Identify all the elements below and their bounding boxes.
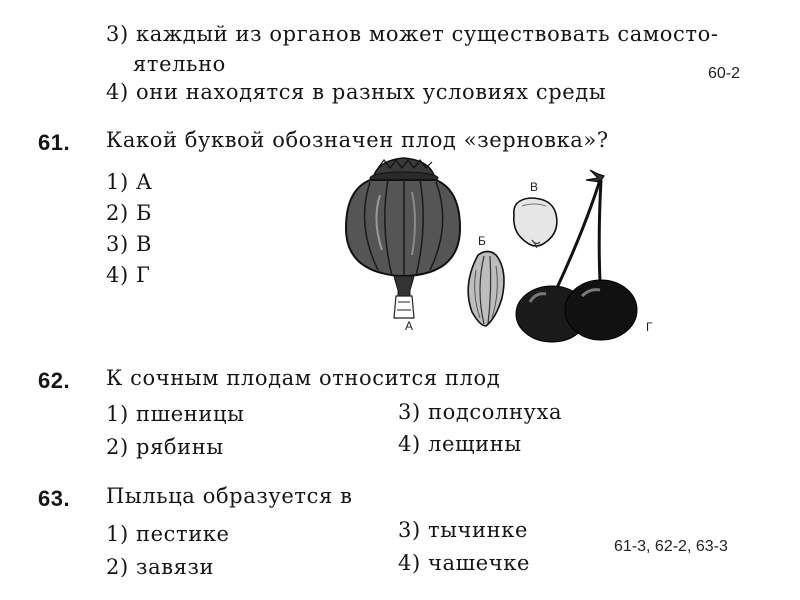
q61-option-3: 3) В bbox=[106, 232, 153, 256]
question-61-text: Какой буквой обозначен плод «зерновка»? bbox=[106, 128, 609, 152]
q62-option-3: 3) подсолнуха bbox=[398, 400, 563, 424]
wheat-grain-drawing bbox=[514, 198, 557, 248]
q61-option-2: 2) Б bbox=[106, 201, 153, 225]
question-63-text: Пыльца образуется в bbox=[106, 484, 353, 508]
figure-label-v: В bbox=[530, 180, 539, 194]
q61-option-1: 1) А bbox=[106, 170, 153, 194]
prev-option-3-line1: 3) каждый из органов может существовать самосто- bbox=[106, 22, 719, 46]
sunflower-achene-drawing bbox=[468, 252, 504, 327]
q61-option-4: 4) Г bbox=[106, 263, 151, 287]
question-61-number: 61. bbox=[38, 130, 71, 155]
question-62-text: К сочным плодам относится плод bbox=[106, 366, 501, 390]
q62-option-2: 2) рябины bbox=[106, 435, 224, 459]
q62-option-1: 1) пшеницы bbox=[106, 402, 245, 426]
figure-label-a: А bbox=[405, 319, 414, 333]
question-62-number: 62. bbox=[38, 368, 71, 393]
q63-option-2: 2) завязи bbox=[106, 555, 215, 579]
q63-option-4: 4) чашечке bbox=[398, 551, 531, 575]
prev-option-3-line2: ятельно bbox=[133, 52, 226, 76]
answer-note-60: 60-2 bbox=[708, 65, 741, 82]
figure-label-b: Б bbox=[478, 234, 486, 248]
q63-option-1: 1) пестике bbox=[106, 522, 230, 546]
question-63-number: 63. bbox=[38, 486, 71, 511]
figure-label-g: Г bbox=[646, 320, 653, 334]
q62-option-4: 4) лещины bbox=[398, 432, 522, 456]
q63-option-3: 3) тычинке bbox=[398, 518, 528, 542]
answer-note-61-63: 61-3, 62-2, 63-3 bbox=[614, 538, 728, 555]
poppy-capsule-drawing bbox=[346, 158, 460, 318]
prev-option-4: 4) они находятся в разных условиях среды bbox=[106, 80, 607, 104]
cherries-drawing bbox=[516, 170, 637, 342]
